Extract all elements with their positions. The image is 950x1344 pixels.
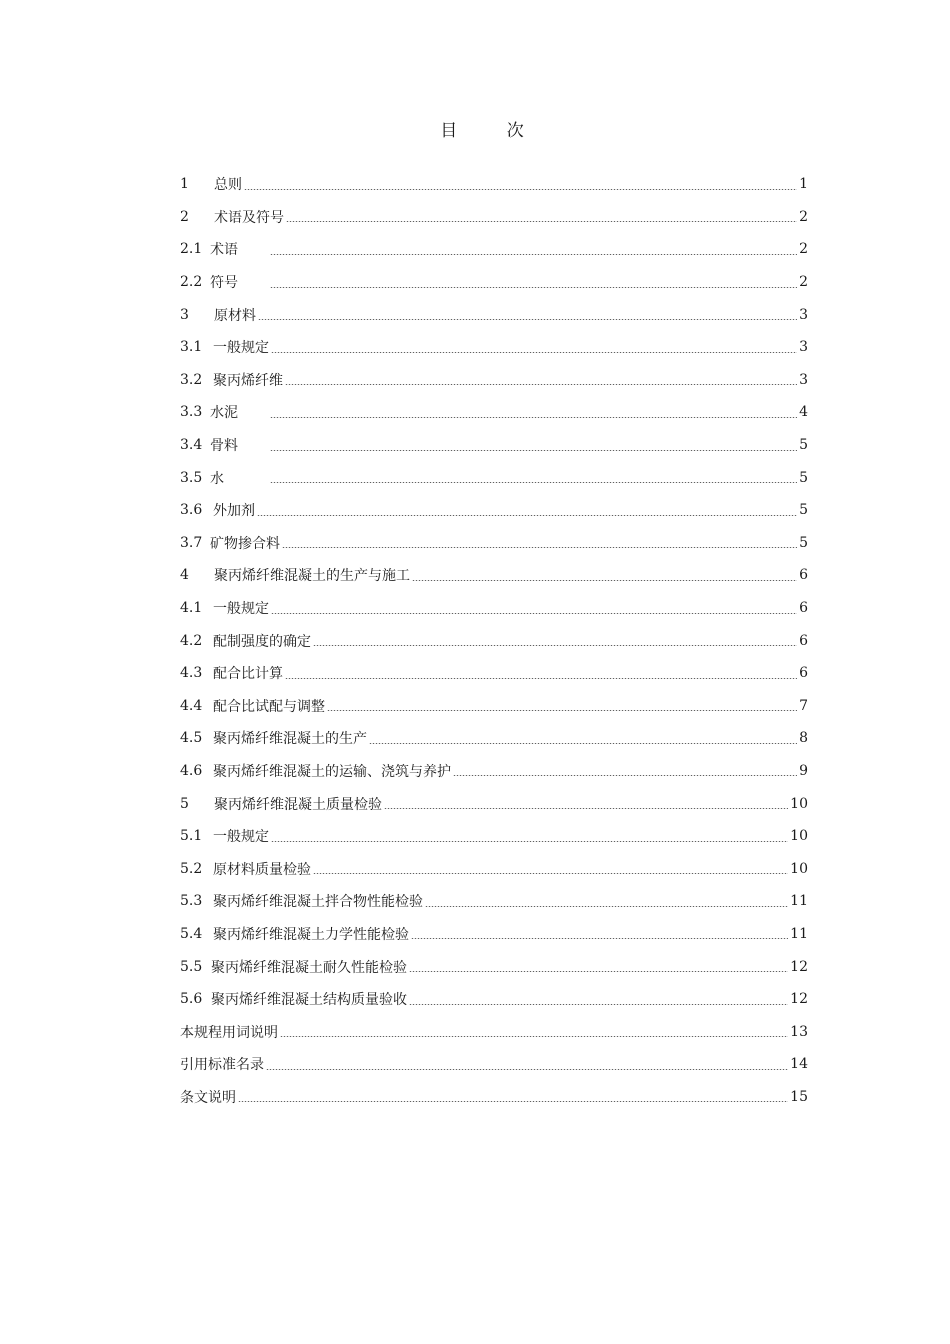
toc-number: 3.6 <box>180 502 203 519</box>
toc-label: 一般规定 <box>213 601 269 618</box>
toc-label: 水泥 <box>210 405 238 422</box>
toc-entry[interactable] <box>180 885 808 918</box>
toc-leader <box>313 873 788 874</box>
toc-page: 6 <box>799 600 808 617</box>
toc-entry[interactable] <box>180 1081 808 1114</box>
toc-number: 3.7 <box>180 534 203 551</box>
toc-leader <box>280 1036 788 1037</box>
toc-leader <box>257 515 797 516</box>
toc-number: 5.4 <box>180 925 203 942</box>
toc-page: 5 <box>799 502 808 519</box>
toc-label: 条文说明 <box>180 1089 236 1106</box>
toc-entry[interactable] <box>180 624 808 657</box>
toc-leader <box>453 775 797 776</box>
toc-page: 8 <box>799 730 808 747</box>
toc-leader <box>244 189 797 190</box>
toc-label: 聚丙烯纤维 <box>213 372 283 389</box>
toc-entry[interactable] <box>180 787 808 820</box>
toc-leader <box>409 971 788 972</box>
toc-number: 3.3 <box>180 404 203 421</box>
toc-leader <box>271 841 788 842</box>
toc-label: 符号 <box>210 275 238 292</box>
toc-page: 5 <box>799 534 808 551</box>
toc-label: 矿物掺合料 <box>210 535 280 552</box>
toc-entry[interactable] <box>180 690 808 723</box>
toc-label: 外加剂 <box>213 503 255 520</box>
toc-leader <box>270 417 797 418</box>
toc-entry[interactable] <box>180 1048 808 1081</box>
toc-label: 原材料 <box>214 307 256 324</box>
toc-page: 11 <box>790 893 808 910</box>
toc-page: 5 <box>799 437 808 454</box>
toc-page: 10 <box>790 795 808 812</box>
toc-page: 3 <box>799 339 808 356</box>
toc-number: 5.3 <box>180 893 203 910</box>
toc-number: 4.6 <box>180 762 203 779</box>
toc-label: 聚丙烯纤维混凝土质量检验 <box>214 796 382 813</box>
toc-leader <box>285 384 797 385</box>
toc-leader <box>271 352 797 353</box>
toc-label: 聚丙烯纤维混凝土的生产 <box>213 731 367 748</box>
toc-leader <box>270 287 797 288</box>
toc-leader <box>270 254 797 255</box>
toc-label: 术语及符号 <box>214 209 284 226</box>
toc-label: 术语 <box>210 242 238 259</box>
toc-number: 3.2 <box>180 371 203 388</box>
toc-leader <box>271 613 797 614</box>
toc-page: 10 <box>790 828 808 845</box>
toc-entry[interactable] <box>180 559 808 592</box>
toc-number: 3.1 <box>180 339 203 356</box>
toc-leader <box>258 319 797 320</box>
toc-page: 3 <box>799 371 808 388</box>
toc-label: 聚丙烯纤维混凝土的生产与施工 <box>214 568 410 585</box>
toc-page: 2 <box>799 208 808 225</box>
toc-leader <box>369 743 797 744</box>
toc-number: 4.3 <box>180 665 203 682</box>
toc-number: 4.5 <box>180 730 203 747</box>
toc-leader <box>411 938 788 939</box>
toc-entry[interactable] <box>180 722 808 755</box>
toc-number: 4.4 <box>180 697 203 714</box>
toc-entry[interactable] <box>180 298 808 331</box>
toc-label: 本规程用词说明 <box>180 1024 278 1041</box>
toc-entry[interactable] <box>180 233 808 266</box>
toc-entry[interactable] <box>180 168 808 201</box>
toc-page: 7 <box>799 697 808 714</box>
toc-leader <box>238 1101 788 1102</box>
toc-label: 聚丙烯纤维混凝土耐久性能检验 <box>211 959 407 976</box>
toc-entry[interactable] <box>180 983 808 1016</box>
toc-entry[interactable] <box>180 494 808 527</box>
toc-page: 15 <box>790 1088 808 1105</box>
toc-label: 原材料质量检验 <box>213 861 311 878</box>
toc-entry[interactable] <box>180 950 808 983</box>
toc-number: 2 <box>180 208 189 225</box>
toc-number: 5.5 <box>180 958 203 975</box>
toc-page: 2 <box>799 274 808 291</box>
toc-leader <box>270 482 797 483</box>
toc-page: 1 <box>799 176 808 193</box>
toc-leader <box>270 450 797 451</box>
toc-leader <box>327 710 797 711</box>
table-of-contents <box>180 168 808 1113</box>
toc-entry[interactable] <box>180 331 808 364</box>
toc-leader <box>313 645 797 646</box>
toc-leader <box>409 1004 788 1005</box>
toc-entry[interactable] <box>180 852 808 885</box>
toc-number: 4 <box>180 567 189 584</box>
toc-page: 11 <box>790 925 808 942</box>
toc-leader <box>285 678 797 679</box>
toc-page: 13 <box>790 1023 808 1040</box>
toc-page: 3 <box>799 306 808 323</box>
toc-number: 3 <box>180 306 189 323</box>
page-title: 目 次 <box>440 121 546 141</box>
toc-number: 3.4 <box>180 437 203 454</box>
toc-label: 聚丙烯纤维混凝土拌合物性能检验 <box>213 894 423 911</box>
toc-leader <box>282 547 797 548</box>
toc-label: 一般规定 <box>213 829 269 846</box>
toc-number: 5.1 <box>180 828 203 845</box>
toc-number: 5.2 <box>180 860 203 877</box>
toc-page: 12 <box>790 991 808 1008</box>
toc-number: 5 <box>180 795 189 812</box>
toc-number: 2.2 <box>180 274 203 291</box>
toc-entry[interactable] <box>180 396 808 429</box>
toc-number: 4.2 <box>180 632 203 649</box>
toc-entry[interactable] <box>180 461 808 494</box>
toc-entry[interactable] <box>180 592 808 625</box>
toc-entry[interactable] <box>180 755 808 788</box>
toc-entry[interactable] <box>180 266 808 299</box>
toc-page: 12 <box>790 958 808 975</box>
toc-entry[interactable] <box>180 820 808 853</box>
toc-page: 4 <box>799 404 808 421</box>
toc-number: 3.5 <box>180 469 203 486</box>
toc-entry[interactable] <box>180 364 808 397</box>
toc-entry[interactable] <box>180 657 808 690</box>
toc-leader <box>412 580 797 581</box>
toc-label: 配合比计算 <box>213 666 283 683</box>
toc-leader <box>286 221 797 222</box>
toc-label: 水 <box>210 470 224 487</box>
toc-label: 聚丙烯纤维混凝土结构质量验收 <box>211 992 407 1009</box>
toc-page: 5 <box>799 469 808 486</box>
toc-number: 2.1 <box>180 241 203 258</box>
toc-label: 骨料 <box>210 438 238 455</box>
toc-leader <box>384 808 788 809</box>
toc-page: 6 <box>799 567 808 584</box>
toc-leader <box>266 1069 788 1070</box>
toc-page: 2 <box>799 241 808 258</box>
toc-label: 聚丙烯纤维混凝土力学性能检验 <box>213 926 409 943</box>
toc-label: 引用标准名录 <box>180 1057 264 1074</box>
toc-entry[interactable] <box>180 1015 808 1048</box>
toc-label: 配制强度的确定 <box>213 633 311 650</box>
toc-number: 5.6 <box>180 991 203 1008</box>
toc-label: 一般规定 <box>213 340 269 357</box>
toc-number: 1 <box>180 176 189 193</box>
toc-page: 6 <box>799 665 808 682</box>
toc-entry[interactable] <box>180 201 808 234</box>
toc-leader <box>425 906 788 907</box>
toc-page: 9 <box>799 762 808 779</box>
toc-page: 6 <box>799 632 808 649</box>
toc-label: 聚丙烯纤维混凝土的运输、浇筑与养护 <box>213 763 451 780</box>
toc-label: 配合比试配与调整 <box>213 698 325 715</box>
toc-page: 10 <box>790 860 808 877</box>
toc-label: 总则 <box>214 177 242 194</box>
toc-page: 14 <box>790 1056 808 1073</box>
toc-number: 4.1 <box>180 600 203 617</box>
toc-entry[interactable] <box>180 527 808 560</box>
toc-entry[interactable] <box>180 429 808 462</box>
toc-entry[interactable] <box>180 918 808 951</box>
